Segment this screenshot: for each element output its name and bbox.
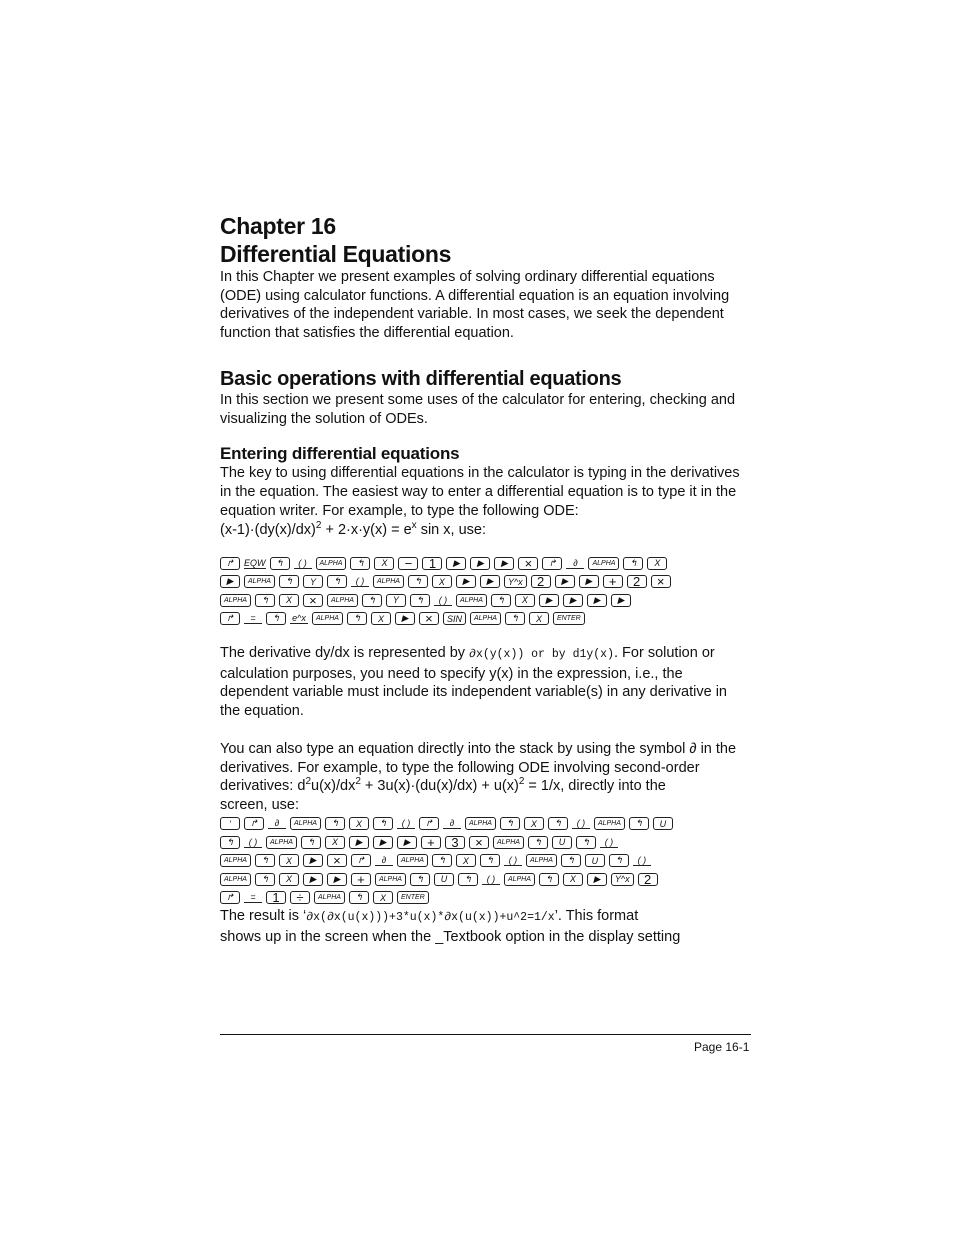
- keystroke-row: [220, 573, 750, 592]
- calculator-key: 2: [627, 575, 647, 588]
- calculator-key: ( ): [294, 558, 312, 569]
- calculator-key: ': [220, 817, 240, 830]
- calculator-key: ▶: [587, 594, 607, 607]
- calculator-key: ▶: [611, 594, 631, 607]
- calculator-key: X: [279, 873, 299, 886]
- chapter-title: [220, 212, 750, 268]
- calculator-key: SIN: [443, 612, 466, 625]
- calculator-key: ▶: [456, 575, 476, 588]
- calculator-key: ↰: [327, 575, 347, 588]
- keystroke-sequence-2: [220, 815, 750, 908]
- calculator-key: ×: [469, 836, 489, 849]
- calculator-key: ↰: [279, 575, 299, 588]
- calculator-key: =: [244, 892, 262, 903]
- calculator-key: ↰: [576, 836, 596, 849]
- ode-equation-2-tail: screen, use:: [220, 796, 299, 813]
- keystroke-row: [220, 870, 750, 889]
- calculator-key: ( ): [434, 595, 452, 606]
- calculator-key: X: [279, 594, 299, 607]
- calculator-key: ▶: [494, 557, 514, 570]
- calculator-key: X: [432, 575, 452, 588]
- footer-rule: [220, 1034, 751, 1035]
- calculator-key: ↱: [542, 557, 562, 570]
- calculator-key: ▶: [539, 594, 559, 607]
- calculator-key: ÷: [290, 891, 310, 904]
- calculator-key: ALPHA: [470, 612, 501, 625]
- calculator-key: ▶: [303, 854, 323, 867]
- calculator-key: ×: [518, 557, 538, 570]
- calculator-key: X: [371, 612, 391, 625]
- calculator-key: ▶: [587, 873, 607, 886]
- calculator-key: ALPHA: [465, 817, 496, 830]
- calculator-key: ↰: [347, 612, 367, 625]
- calculator-key: ↰: [629, 817, 649, 830]
- calculator-key: ALPHA: [373, 575, 404, 588]
- calculator-key: ↱: [220, 612, 240, 625]
- calculator-key: ↰: [505, 612, 525, 625]
- calculator-key: +: [603, 575, 623, 588]
- result-line-2: shows up in the screen when the _Textbook option in the display setting: [220, 928, 681, 945]
- calculator-key: ▶: [397, 836, 417, 849]
- calculator-key: ↰: [350, 557, 370, 570]
- ode-equation-2: derivatives: $d^2u(x)/dx^2 + 3u(x)\cdot(du(x)/dx) + u(x)^2 = 1/x$, directly into the: [220, 776, 666, 795]
- calculator-key: Y^x: [504, 575, 527, 588]
- calculator-key: ALPHA: [588, 557, 619, 570]
- calculator-key: ENTER: [397, 891, 429, 904]
- subsection-title: Entering differential equations: [220, 444, 460, 464]
- calculator-key: ALPHA: [220, 854, 251, 867]
- calculator-key: ALPHA: [327, 594, 358, 607]
- calculator-key: ↱: [220, 557, 240, 570]
- calculator-key: ↰: [410, 594, 430, 607]
- calculator-key: ▶: [303, 873, 323, 886]
- keystroke-sequence-1: [220, 554, 750, 628]
- page-content: [220, 212, 750, 947]
- calculator-key: ↱: [244, 817, 264, 830]
- calculator-key: ▶: [555, 575, 575, 588]
- calculator-key: ↰: [500, 817, 520, 830]
- calculator-key: 3: [445, 836, 465, 849]
- calculator-key: ▶: [579, 575, 599, 588]
- calculator-key: =: [244, 613, 262, 624]
- calculator-key: ↰: [349, 891, 369, 904]
- calculator-key: 1: [422, 557, 442, 570]
- keystroke-row: [220, 852, 750, 871]
- calculator-key: ▶: [446, 557, 466, 570]
- chapter-intro: In this Chapter we present examples of solving ordinary differential equations (ODE) using calculator functions. A differential equation is an equation involving derivatives of the independent variable. In most cases, we seek the dependent function that satisfies the differential equation.: [220, 269, 730, 342]
- calculator-key: ↰: [548, 817, 568, 830]
- calculator-key: X: [456, 854, 476, 867]
- calculator-key: U: [653, 817, 673, 830]
- section-intro: In this section we present some uses of the calculator for entering, checking and visualizing the solution of ODEs.: [220, 391, 736, 427]
- calculator-key: ∂: [566, 558, 584, 569]
- calculator-key: ALPHA: [314, 891, 345, 904]
- calculator-key: ( ): [572, 818, 590, 829]
- calculator-key: ( ): [351, 576, 369, 587]
- calculator-key: X: [373, 891, 393, 904]
- calculator-key: ↰: [491, 594, 511, 607]
- calculator-key: ↰: [255, 854, 275, 867]
- calculator-key: ▶: [327, 873, 347, 886]
- calculator-key: ↰: [623, 557, 643, 570]
- calculator-key: ↰: [408, 575, 428, 588]
- calculator-key: ALPHA: [594, 817, 625, 830]
- calculator-key: Y: [386, 594, 406, 607]
- keystroke-row: [220, 591, 750, 610]
- calculator-key: −: [398, 557, 418, 570]
- calculator-key: X: [524, 817, 544, 830]
- subsection-para1: The key to using differential equations in the calculator is typing in the derivatives in the equation. The easiest way to enter a differential equation is to type it in the equation writer. For example, to type the following ODE:: [220, 465, 740, 519]
- calculator-key: ▶: [373, 836, 393, 849]
- calculator-key: +: [351, 873, 371, 886]
- calculator-key: ALPHA: [397, 854, 428, 867]
- calculator-key: ( ): [397, 818, 415, 829]
- calculator-key: ↱: [351, 854, 371, 867]
- calculator-key: ↰: [528, 836, 548, 849]
- calculator-key: X: [349, 817, 369, 830]
- calculator-key: ALPHA: [290, 817, 321, 830]
- calculator-key: ALPHA: [220, 873, 251, 886]
- calculator-key: ALPHA: [493, 836, 524, 849]
- calculator-key: Y: [303, 575, 323, 588]
- calculator-key: ↰: [220, 836, 240, 849]
- calculator-key: ▶: [563, 594, 583, 607]
- calculator-key: ↰: [325, 817, 345, 830]
- calculator-key: X: [279, 854, 299, 867]
- calculator-key: ▶: [395, 612, 415, 625]
- calculator-key: ( ): [504, 855, 522, 866]
- calculator-key: ×: [651, 575, 671, 588]
- calculator-key: ALPHA: [312, 612, 343, 625]
- calculator-key: X: [374, 557, 394, 570]
- calculator-key: ▶: [349, 836, 369, 849]
- calculator-key: X: [647, 557, 667, 570]
- calculator-key: ALPHA: [220, 594, 251, 607]
- calculator-key: ALPHA: [244, 575, 275, 588]
- keystroke-row: [220, 833, 750, 852]
- calculator-key: ↱: [419, 817, 439, 830]
- page-number: Page 16-1: [694, 1040, 750, 1054]
- calculator-key: ALPHA: [526, 854, 557, 867]
- calculator-key: ↰: [432, 854, 452, 867]
- calculator-key: ∂: [443, 818, 461, 829]
- calculator-key: ↰: [480, 854, 500, 867]
- chapter-name: Differential Equations: [220, 241, 452, 267]
- calculator-key: ▶: [480, 575, 500, 588]
- subsection-para3: You can also type an equation directly into the stack by using the symbol ∂ in the derivatives. For example, to type the following ODE involving second-order: [220, 740, 737, 776]
- calculator-key: ▶: [470, 557, 490, 570]
- calculator-key: ↰: [255, 873, 275, 886]
- keystroke-row: [220, 554, 750, 573]
- calculator-key: U: [552, 836, 572, 849]
- calculator-key: 2: [531, 575, 551, 588]
- calculator-key: ↰: [458, 873, 478, 886]
- calculator-key: ↰: [410, 873, 430, 886]
- calculator-key: ALPHA: [456, 594, 487, 607]
- result-line: The result is ‘∂x(∂x(u(x)))+3*u(x)*∂x(u(x))+u^2=1/x’. This format: [220, 908, 639, 925]
- calculator-key: ×: [419, 612, 439, 625]
- calculator-key: ALPHA: [375, 873, 406, 886]
- calculator-key: ∂: [268, 818, 286, 829]
- calculator-key: ↰: [609, 854, 629, 867]
- calculator-key: X: [563, 873, 583, 886]
- calculator-key: U: [434, 873, 454, 886]
- calculator-key: ↰: [301, 836, 321, 849]
- subsection-para2: The derivative dy/dx is represented by ∂x(y(x)) or by d1y(x). For solution or calculation purposes, you need to specify y(x) in the expression, i.e., the dependent variable must include its independent variable(s) in any derivative in the equation.: [220, 645, 727, 720]
- calculator-key: ( ): [633, 855, 651, 866]
- calculator-key: 1: [266, 891, 286, 904]
- calculator-key: +: [421, 836, 441, 849]
- calculator-key: ∂: [375, 855, 393, 866]
- calculator-key: ↰: [561, 854, 581, 867]
- keystroke-row: [220, 815, 750, 834]
- calculator-key: ↰: [270, 557, 290, 570]
- calculator-key: e^x: [290, 613, 308, 624]
- calculator-key: ×: [303, 594, 323, 607]
- calculator-key: ALPHA: [504, 873, 535, 886]
- calculator-key: ALPHA: [266, 836, 297, 849]
- ode-equation-1: $(x-1)\cdot(dy(x)/dx)^2 + 2\cdot x\cdot y(x) = e^x$ sin x, use:: [220, 520, 486, 539]
- calculator-key: ↰: [373, 817, 393, 830]
- keystroke-row: [220, 610, 750, 629]
- calculator-key: ×: [327, 854, 347, 867]
- calculator-key: ↰: [539, 873, 559, 886]
- calculator-key: ▶: [220, 575, 240, 588]
- calculator-key: ↰: [266, 612, 286, 625]
- calculator-key: ( ): [482, 874, 500, 885]
- calculator-key: X: [325, 836, 345, 849]
- calculator-key: EQW: [244, 557, 266, 568]
- calculator-key: U: [585, 854, 605, 867]
- calculator-key: ENTER: [553, 612, 585, 625]
- calculator-key: ALPHA: [316, 557, 347, 570]
- calculator-key: Y^x: [611, 873, 634, 886]
- calculator-key: ↰: [255, 594, 275, 607]
- chapter-number: Chapter 16: [220, 213, 336, 239]
- calculator-key: ( ): [244, 837, 262, 848]
- calculator-key: ( ): [600, 837, 618, 848]
- keystroke-row: [220, 889, 750, 908]
- calculator-key: X: [529, 612, 549, 625]
- calculator-key: ↱: [220, 891, 240, 904]
- calculator-key: 2: [638, 873, 658, 886]
- section-title: Basic operations with differential equations: [220, 367, 622, 390]
- calculator-key: X: [515, 594, 535, 607]
- calculator-key: ↰: [362, 594, 382, 607]
